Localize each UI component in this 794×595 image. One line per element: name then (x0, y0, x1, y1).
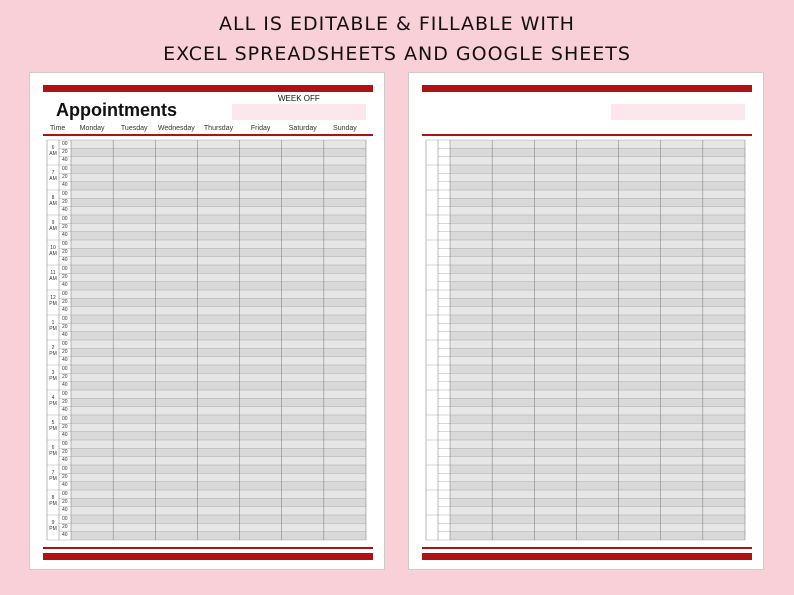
grid-lines (426, 140, 745, 540)
minute-label: 40 (62, 282, 68, 289)
slot-row[interactable] (450, 148, 745, 156)
slot-row[interactable] (71, 248, 366, 256)
slot-row[interactable] (71, 357, 366, 365)
slot-row[interactable] (71, 382, 366, 390)
grid-lines (47, 140, 366, 540)
minute-label: 20 (62, 449, 68, 456)
slot-row[interactable] (450, 348, 745, 356)
page-title: Appointments (56, 100, 177, 120)
minute-label: 20 (62, 149, 68, 156)
minute-label: 40 (62, 382, 68, 389)
minute-label: 40 (62, 232, 68, 239)
slot-row[interactable] (450, 515, 745, 523)
appointments-page-blank (408, 72, 764, 570)
slot-row[interactable] (450, 165, 745, 173)
minute-label: 40 (62, 507, 68, 514)
minute-label: 20 (62, 324, 68, 331)
slot-row[interactable] (71, 165, 366, 173)
minute-label: 20 (62, 249, 68, 256)
slot-row[interactable] (71, 415, 366, 423)
hour-label: 9 PM (49, 520, 57, 532)
hour-label: 8 AM (49, 195, 57, 207)
minute-label: 00 (62, 290, 68, 297)
slot-row[interactable] (450, 407, 745, 415)
slot-row[interactable] (71, 398, 366, 406)
time-column-header: Time (50, 125, 66, 132)
day-header-3: Thursday (203, 125, 234, 132)
slot-row[interactable] (71, 273, 366, 281)
slot-row[interactable] (71, 232, 366, 240)
slot-row[interactable] (71, 465, 366, 473)
minute-label: 20 (62, 174, 68, 181)
hour-label: 5 PM (49, 420, 57, 432)
slot-row[interactable] (450, 340, 745, 348)
slot-row[interactable] (71, 315, 366, 323)
slot-row[interactable] (71, 207, 366, 215)
slot-row[interactable] (450, 507, 745, 515)
minute-label: 40 (62, 482, 68, 489)
slot-row[interactable] (450, 173, 745, 181)
slot-row[interactable] (450, 523, 745, 531)
slot-row[interactable] (450, 315, 745, 323)
minute-label: 00 (62, 490, 68, 497)
minute-label: 20 (62, 349, 68, 356)
slot-row[interactable] (450, 265, 745, 273)
slot-row[interactable] (71, 507, 366, 515)
minute-label: 40 (62, 157, 68, 164)
day-header-5: Saturday (288, 125, 317, 132)
slot-row[interactable] (450, 157, 745, 165)
day-header-0: Monday (79, 125, 105, 132)
bottom-thin-bar (43, 547, 373, 549)
minute-label: 00 (62, 465, 68, 472)
minute-label: 40 (62, 532, 68, 539)
appointments-page-filled (29, 72, 385, 570)
slot-row[interactable] (450, 215, 745, 223)
slot-row[interactable] (450, 390, 745, 398)
slot-row[interactable] (450, 223, 745, 231)
minute-label: 20 (62, 274, 68, 281)
minute-label: 40 (62, 332, 68, 339)
minute-label: 20 (62, 524, 68, 531)
bottom-thin-bar (422, 547, 752, 549)
slot-row[interactable] (450, 465, 745, 473)
slot-row[interactable] (450, 273, 745, 281)
hour-label: 1 PM (49, 320, 57, 332)
hour-label: 4 PM (49, 395, 57, 407)
blank-schedule-grid[interactable] (409, 73, 765, 571)
hour-label: 10 AM (49, 245, 57, 257)
day-header-4: Friday (250, 125, 271, 132)
slot-row[interactable] (450, 482, 745, 490)
minute-label: 40 (62, 457, 68, 464)
headline-line-1: ALL IS EDITABLE & FILLABLE WITH (219, 13, 575, 35)
slot-row[interactable] (450, 432, 745, 440)
minute-label: 40 (62, 257, 68, 264)
minute-label: 00 (62, 240, 68, 247)
slot-row[interactable] (71, 482, 366, 490)
minute-label: 20 (62, 299, 68, 306)
minute-label: 20 (62, 199, 68, 206)
schedule-grid[interactable] (30, 73, 386, 571)
hour-label: 6 AM (49, 145, 57, 157)
day-header-1: Tuesday (120, 125, 148, 132)
minute-label: 40 (62, 407, 68, 414)
slot-row[interactable] (450, 282, 745, 290)
slot-row[interactable] (71, 365, 366, 373)
minute-label: 00 (62, 265, 68, 272)
slot-row[interactable] (71, 448, 366, 456)
slot-row[interactable] (71, 440, 366, 448)
bottom-red-bar (422, 553, 752, 560)
slot-row[interactable] (450, 307, 745, 315)
minute-label: 00 (62, 315, 68, 322)
slot-row[interactable] (450, 473, 745, 481)
slot-row[interactable] (450, 298, 745, 306)
hour-label: 7 PM (49, 470, 57, 482)
minute-label: 40 (62, 182, 68, 189)
slot-row[interactable] (71, 498, 366, 506)
slot-row[interactable] (71, 215, 366, 223)
slot-row[interactable] (71, 198, 366, 206)
minute-label: 00 (62, 440, 68, 447)
slot-row[interactable] (450, 240, 745, 248)
minute-label: 20 (62, 499, 68, 506)
minute-label: 00 (62, 190, 68, 197)
slot-row[interactable] (450, 332, 745, 340)
day-header-2: Wednesday (157, 125, 195, 132)
hour-label: 2 PM (49, 345, 57, 357)
slot-row[interactable] (450, 290, 745, 298)
slot-row[interactable] (450, 373, 745, 381)
minute-label: 00 (62, 340, 68, 347)
slot-row[interactable] (71, 473, 366, 481)
slot-row[interactable] (450, 423, 745, 431)
minute-label: 00 (62, 140, 68, 147)
slot-row[interactable] (71, 423, 366, 431)
slot-row[interactable] (71, 173, 366, 181)
slot-row[interactable] (450, 490, 745, 498)
slot-row[interactable] (71, 390, 366, 398)
hour-label: 7 AM (49, 170, 57, 182)
slot-row[interactable] (71, 190, 366, 198)
slot-row[interactable] (71, 323, 366, 331)
slot-row[interactable] (450, 532, 745, 540)
slot-row[interactable] (71, 148, 366, 156)
minute-label: 40 (62, 432, 68, 439)
slot-row[interactable] (71, 140, 366, 148)
slot-row[interactable] (71, 348, 366, 356)
slot-row[interactable] (450, 440, 745, 448)
slot-row[interactable] (450, 232, 745, 240)
slot-row[interactable] (71, 432, 366, 440)
slot-row[interactable] (450, 190, 745, 198)
minute-label: 20 (62, 399, 68, 406)
slot-row[interactable] (450, 257, 745, 265)
hour-label: 8 PM (49, 495, 57, 507)
minute-label: 20 (62, 374, 68, 381)
slot-row[interactable] (71, 307, 366, 315)
slot-row[interactable] (450, 365, 745, 373)
day-header-6: Sunday (333, 125, 357, 132)
slot-row[interactable] (71, 373, 366, 381)
slot-row[interactable] (450, 323, 745, 331)
slot-row[interactable] (450, 415, 745, 423)
slot-row[interactable] (450, 498, 745, 506)
minute-label: 40 (62, 207, 68, 214)
minute-label: 00 (62, 515, 68, 522)
slot-row[interactable] (71, 515, 366, 523)
minute-label: 00 (62, 390, 68, 397)
slot-row[interactable] (71, 157, 366, 165)
slot-row[interactable] (71, 490, 366, 498)
slot-row[interactable] (71, 332, 366, 340)
slot-row[interactable] (71, 282, 366, 290)
slot-row[interactable] (71, 407, 366, 415)
hour-label: 12 PM (49, 295, 57, 307)
slot-row[interactable] (71, 265, 366, 273)
minute-label: 00 (62, 365, 68, 372)
slot-row[interactable] (71, 240, 366, 248)
minute-label: 00 (62, 215, 68, 222)
slot-row[interactable] (71, 182, 366, 190)
slot-row[interactable] (71, 257, 366, 265)
minute-label: 20 (62, 224, 68, 231)
slot-row[interactable] (71, 532, 366, 540)
slot-row[interactable] (450, 448, 745, 456)
slot-row[interactable] (450, 198, 745, 206)
slot-row[interactable] (71, 523, 366, 531)
minute-label: 00 (62, 415, 68, 422)
slot-row[interactable] (450, 457, 745, 465)
slot-row[interactable] (450, 382, 745, 390)
slot-row[interactable] (450, 357, 745, 365)
hour-label: 11 AM (49, 270, 57, 282)
slot-row[interactable] (71, 340, 366, 348)
slot-row[interactable] (450, 182, 745, 190)
headline-line-2: EXCEL SPREADSHEETS AND GOOGLE SHEETS (163, 43, 631, 65)
hour-label: 9 AM (49, 220, 57, 232)
slot-row[interactable] (450, 140, 745, 148)
slot-row[interactable] (450, 207, 745, 215)
slot-row[interactable] (450, 248, 745, 256)
minute-label: 40 (62, 357, 68, 364)
week-off-label: WEEK OFF (278, 94, 320, 103)
slot-row[interactable] (71, 298, 366, 306)
hour-label: 6 PM (49, 445, 57, 457)
minute-label: 20 (62, 474, 68, 481)
slot-row[interactable] (71, 223, 366, 231)
slot-row[interactable] (71, 290, 366, 298)
minute-label: 40 (62, 307, 68, 314)
minute-label: 20 (62, 424, 68, 431)
minute-label: 00 (62, 165, 68, 172)
slot-row[interactable] (71, 457, 366, 465)
bottom-red-bar (43, 553, 373, 560)
slot-row[interactable] (450, 398, 745, 406)
hour-label: 3 PM (49, 370, 57, 382)
